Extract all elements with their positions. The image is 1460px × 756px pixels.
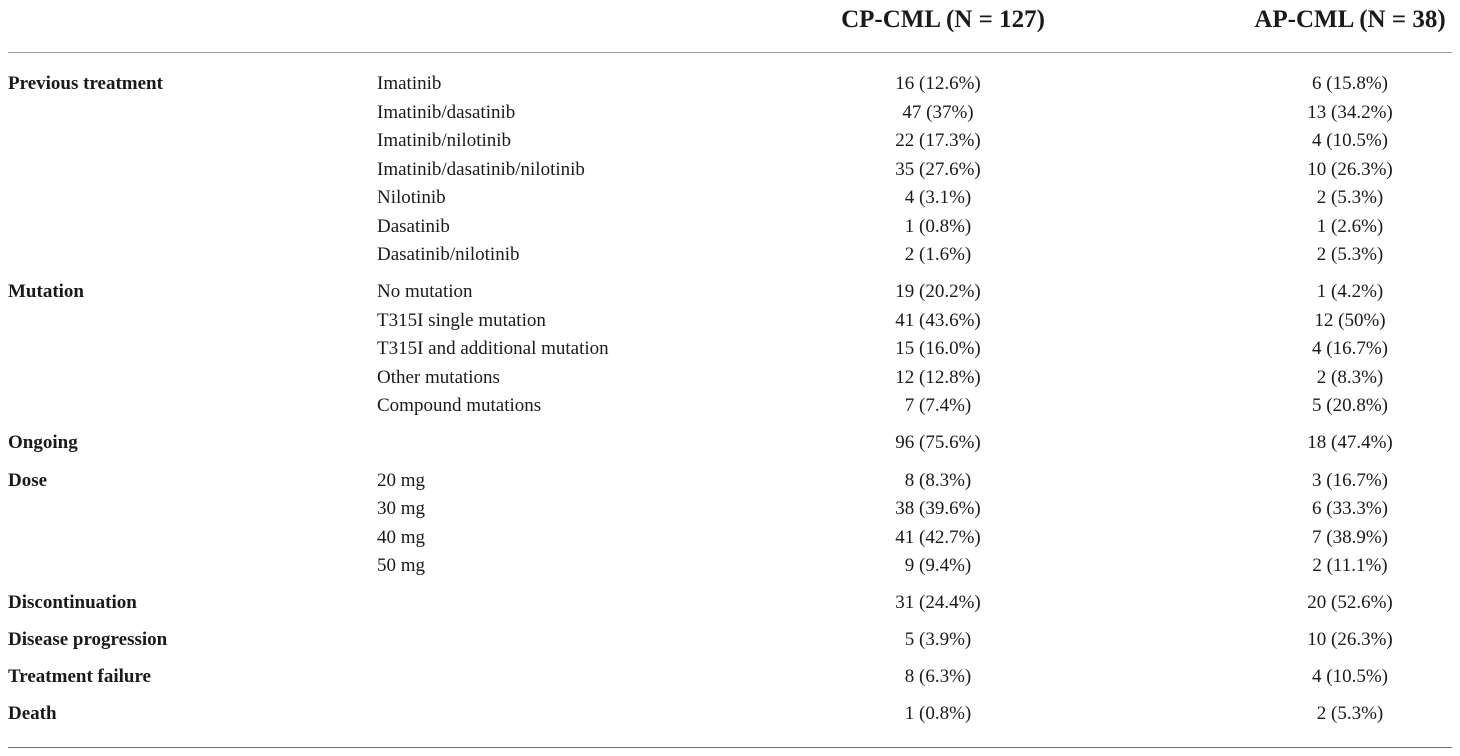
row-cp-cml-value: 16 (12.6%) (895, 73, 981, 94)
row-ap-cml-value: 13 (34.2%) (1307, 102, 1393, 123)
table-row (0, 589, 1460, 617)
row-cp-cml-value: 5 (3.9%) (904, 629, 972, 650)
header-divider (8, 52, 1452, 53)
row-cp-cml-value: 35 (27.6%) (895, 159, 981, 180)
table-row (0, 156, 1460, 184)
row-subcategory: Imatinib (377, 73, 442, 94)
row-category: Treatment failure (8, 666, 151, 687)
row-category: Mutation (8, 281, 84, 302)
table-row (0, 184, 1460, 212)
row-ap-cml-value: 5 (20.8%) (1312, 395, 1388, 416)
row-subcategory: Dasatinib/nilotinib (377, 244, 520, 265)
table-row (0, 467, 1460, 495)
row-ap-cml-value: 4 (10.5%) (1312, 666, 1388, 687)
table-row (0, 392, 1460, 420)
table-row (0, 99, 1460, 127)
row-ap-cml-value: 6 (15.8%) (1312, 73, 1388, 94)
row-ap-cml-value: 4 (16.7%) (1312, 338, 1388, 359)
row-ap-cml-value: 2 (5.3%) (1316, 703, 1384, 724)
row-subcategory: No mutation (377, 281, 473, 302)
row-ap-cml-value: 3 (16.7%) (1312, 470, 1388, 491)
row-subcategory: Nilotinib (377, 187, 446, 208)
table-row (0, 700, 1460, 728)
row-category: Dose (8, 470, 48, 491)
row-category: Disease progression (8, 629, 168, 650)
row-cp-cml-value: 38 (39.6%) (895, 498, 981, 519)
row-subcategory: Imatinib/nilotinib (377, 130, 512, 151)
row-ap-cml-value: 1 (4.2%) (1316, 281, 1384, 302)
row-subcategory: Imatinib/dasatinib/nilotinib (377, 159, 585, 180)
row-subcategory: Dasatinib (377, 216, 450, 237)
row-cp-cml-value: 47 (37%) (902, 102, 974, 123)
row-ap-cml-value: 2 (11.1%) (1312, 555, 1388, 576)
row-category: Ongoing (8, 432, 78, 453)
row-ap-cml-value: 18 (47.4%) (1307, 432, 1393, 453)
row-ap-cml-value: 20 (52.6%) (1307, 592, 1393, 613)
table-row (0, 626, 1460, 654)
row-subcategory: 50 mg (377, 555, 426, 576)
row-cp-cml-value: 31 (24.4%) (895, 592, 981, 613)
row-cp-cml-value: 1 (0.8%) (904, 216, 972, 237)
row-subcategory: T315I single mutation (377, 310, 546, 331)
row-cp-cml-value: 19 (20.2%) (895, 281, 981, 302)
row-subcategory: 20 mg (377, 470, 426, 491)
header-ap-cml: AP-CML (N = 38) (1254, 6, 1446, 33)
row-ap-cml-value: 7 (38.9%) (1312, 527, 1388, 548)
table-row (0, 552, 1460, 580)
row-subcategory: 40 mg (377, 527, 426, 548)
row-subcategory: Compound mutations (377, 395, 542, 416)
table-row (0, 70, 1460, 98)
row-category: Previous treatment (8, 73, 163, 94)
row-cp-cml-value: 8 (6.3%) (904, 666, 972, 687)
table-row (0, 335, 1460, 363)
row-ap-cml-value: 2 (5.3%) (1316, 244, 1384, 265)
row-category: Discontinuation (8, 592, 137, 613)
row-cp-cml-value: 4 (3.1%) (904, 187, 972, 208)
row-cp-cml-value: 2 (1.6%) (904, 244, 972, 265)
table-row (0, 127, 1460, 155)
table-row (0, 307, 1460, 335)
row-ap-cml-value: 6 (33.3%) (1312, 498, 1388, 519)
row-subcategory: Imatinib/dasatinib (377, 102, 516, 123)
table-bottom-rule (8, 747, 1452, 748)
row-cp-cml-value: 22 (17.3%) (895, 130, 981, 151)
table-row (0, 429, 1460, 457)
row-subcategory: T315I and additional mutation (377, 338, 609, 359)
row-cp-cml-value: 8 (8.3%) (904, 470, 972, 491)
table-row (0, 663, 1460, 691)
row-ap-cml-value: 4 (10.5%) (1312, 130, 1388, 151)
row-cp-cml-value: 7 (7.4%) (904, 395, 972, 416)
row-cp-cml-value: 15 (16.0%) (895, 338, 981, 359)
row-ap-cml-value: 12 (50%) (1314, 310, 1386, 331)
row-ap-cml-value: 1 (2.6%) (1316, 216, 1384, 237)
header-cp-cml: CP-CML (N = 127) (841, 6, 1045, 33)
row-ap-cml-value: 10 (26.3%) (1307, 159, 1393, 180)
row-category: Death (8, 703, 57, 724)
table-row (0, 364, 1460, 392)
row-cp-cml-value: 12 (12.8%) (895, 367, 981, 388)
row-cp-cml-value: 41 (43.6%) (895, 310, 981, 331)
row-subcategory: 30 mg (377, 498, 426, 519)
row-ap-cml-value: 2 (8.3%) (1316, 367, 1384, 388)
table-row (0, 278, 1460, 306)
row-ap-cml-value: 2 (5.3%) (1316, 187, 1384, 208)
table-row (0, 241, 1460, 269)
row-subcategory: Other mutations (377, 367, 500, 388)
row-ap-cml-value: 10 (26.3%) (1307, 629, 1393, 650)
row-cp-cml-value: 9 (9.4%) (904, 555, 972, 576)
table-header (0, 0, 1460, 52)
row-cp-cml-value: 96 (75.6%) (895, 432, 981, 453)
table-row (0, 524, 1460, 552)
table-row (0, 495, 1460, 523)
row-cp-cml-value: 41 (42.7%) (895, 527, 981, 548)
row-cp-cml-value: 1 (0.8%) (904, 703, 972, 724)
table-row (0, 213, 1460, 241)
